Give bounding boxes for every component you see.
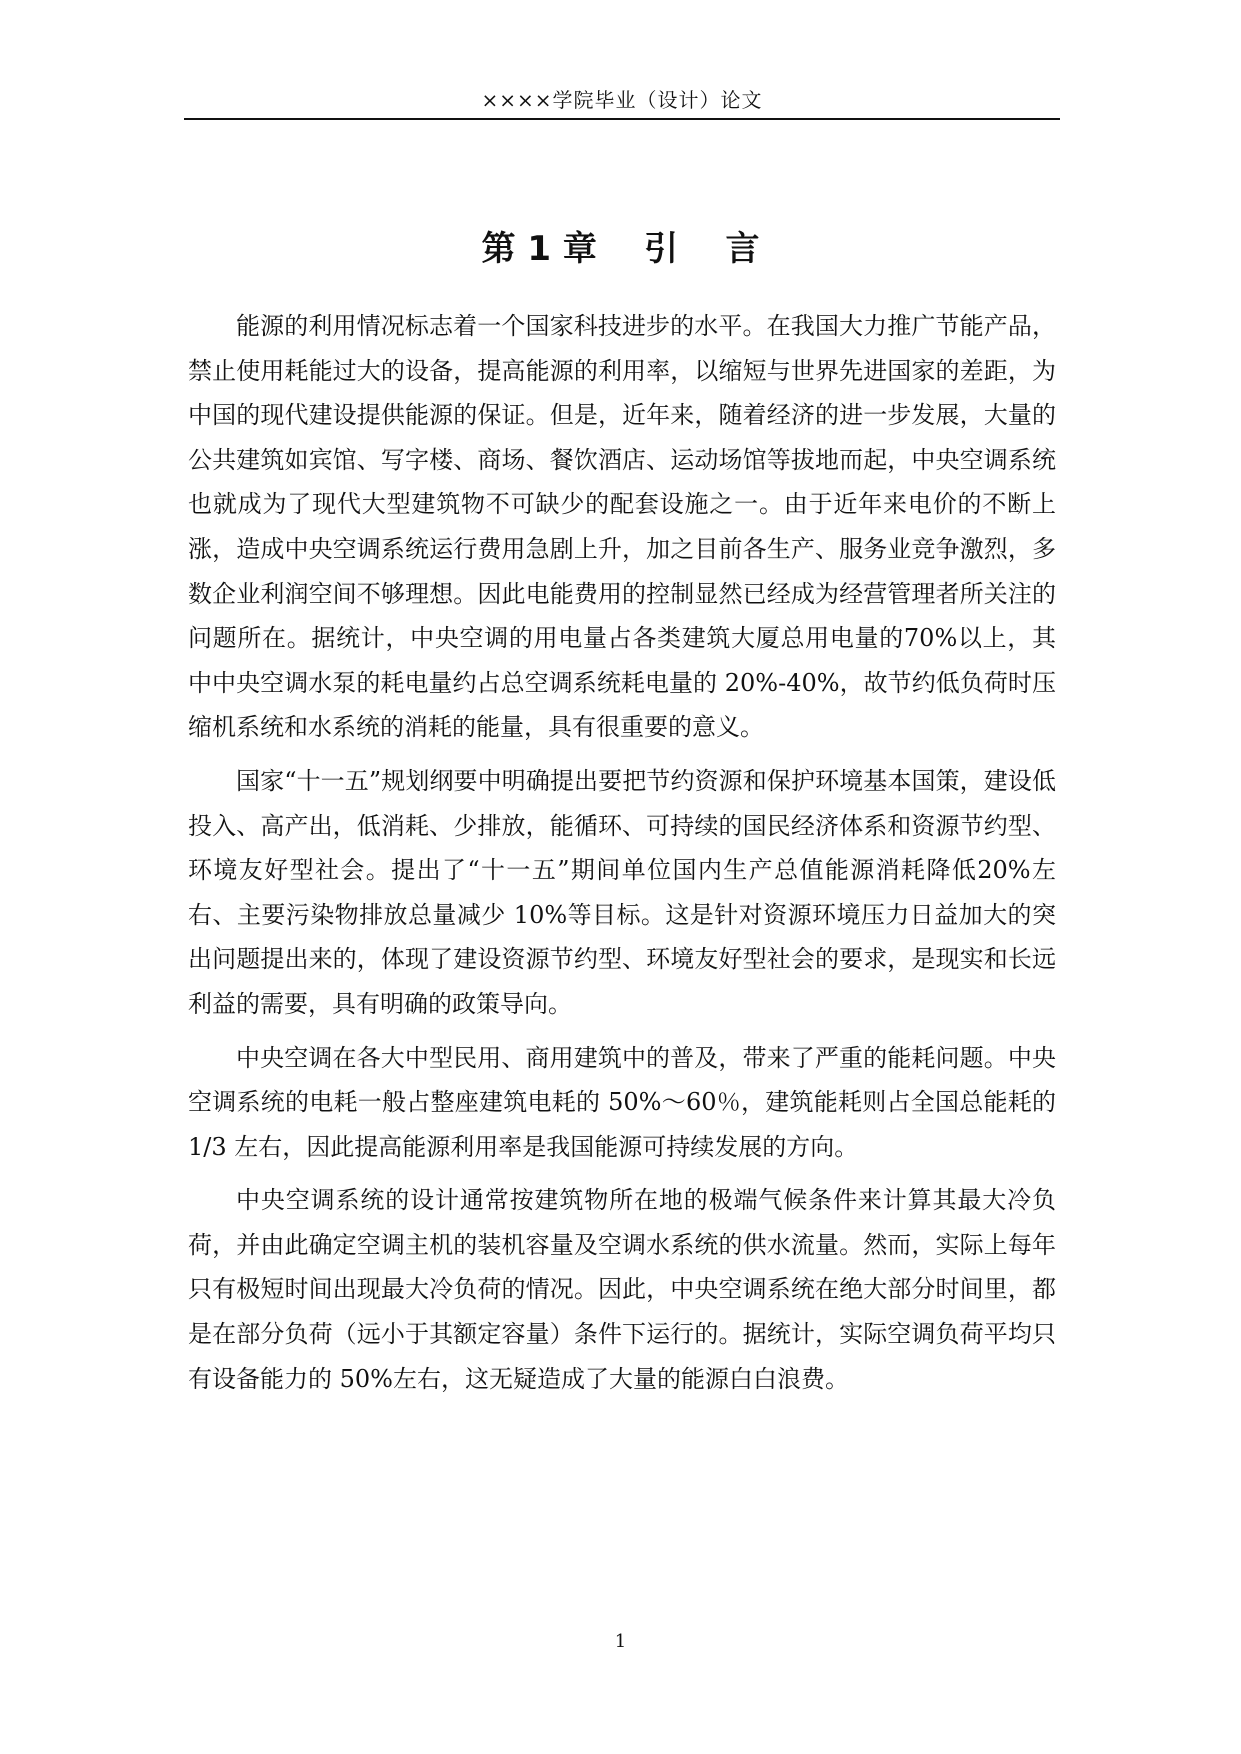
paragraph-energy-usage: 能源的利用情况标志着一个国家科技进步的水平。在我国大力推广节能产品，禁止使用耗能过大的设备，提高能源的利用率，以缩短与世界先进国家的差距，为中国的现代建设提供能源的保证。但是，近年来，随着经济的进一步发展，大量的公共建筑如宾馆、写字楼、商场、餐饮酒店、运动场馆等拔地而起，中央空调系统也就成为了现代大型建筑物不可缺少的配套设施之一。由于近年来电价的不断上涨，造成中央空调系统运行费用急剧上升，加之目前各生产、服务业竞争激烈，多数企业利润空间不够理想。因此电能费用的控制显然已经成为经营管理者所关注的问题所在。据统计，中央空调的用电量占各类建筑大厦总用电量的70%以上，其中中央空调水泵的耗电量约占总空调系统耗电量的 20%-40%，故节约低负荷时压缩机系统和水系统的消耗的能量，具有很重要的意义。 (188, 312, 1056, 742)
running-header (184, 82, 1060, 120)
chapter-title: 第 1 章 引 言 (481, 228, 760, 269)
page-number: 1 (614, 1631, 627, 1652)
chapter-body (188, 304, 1056, 1410)
running-header-title: ××××学院毕业（设计）论文 (481, 88, 763, 112)
paragraph-national-plan: 国家“十一五”规划纲要中明确提出要把节约资源和保护环境基本国策，建设低投入、高产出，低消耗、少排放，能循环、可持续的国民经济体系和资源节约型、环境友好型社会。提出了“十一五”期间单位国内生产总值能源消耗降低20%左右、主要污染物排放总量减少 10%等目标。这是针对资源环境压力日益加大的突出问题提出来的，体现了建设资源节约型、环境友好型社会的要求，是现实和长远利益的需要，具有明确的政策导向。 (188, 766, 1056, 1018)
paragraph-partial-load: 中央空调系统的设计通常按建筑物所在地的极端气候条件来计算其最大冷负荷，并由此确定空调主机的装机容量及空调水系统的供水流量。然而，实际上每年只有极短时间出现最大冷负荷的情况。因此，中央空调系统在绝大部分时间里，都是在部分负荷（远小于其额定容量）条件下运行的。据统计，实际空调负荷平均只有设备能力的 50%左右，这无疑造成了大量的能源白白浪费。 (188, 1186, 1056, 1393)
paragraph-energy-consumption: 中央空调在各大中型民用、商用建筑中的普及，带来了严重的能耗问题。中央空调系统的电耗一般占整座建筑电耗的 50%～60％，建筑能耗则占全国总能耗的 1/3 左右，因此提高能源利用率是我国能源可持续发展的方向。 (188, 1043, 1056, 1161)
